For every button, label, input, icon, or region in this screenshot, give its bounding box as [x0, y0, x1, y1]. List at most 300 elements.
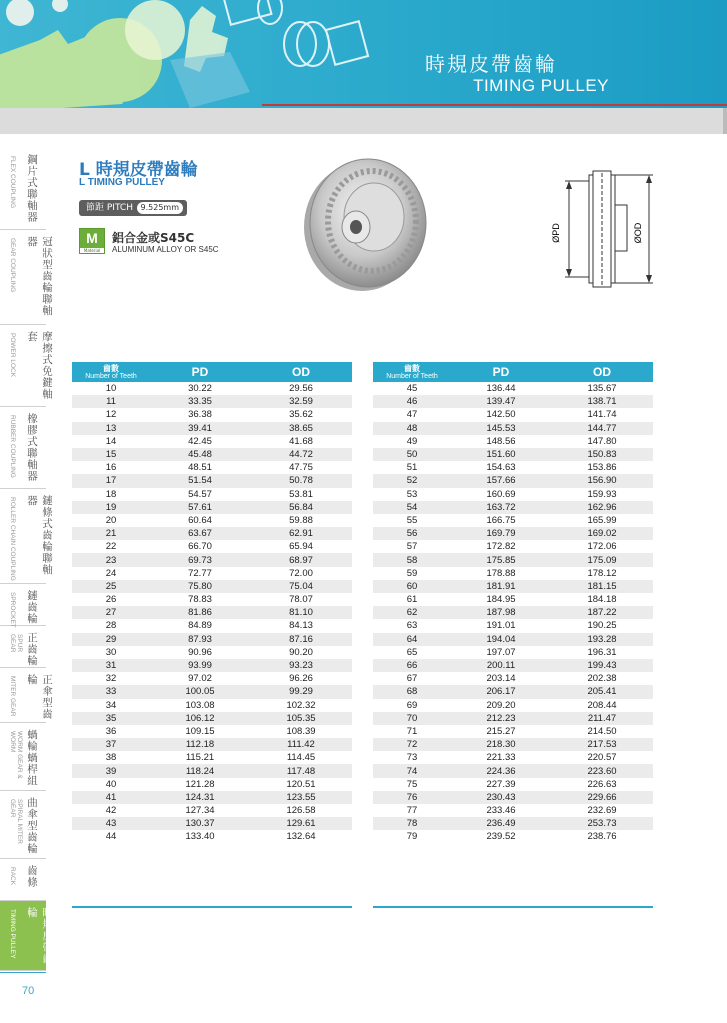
cell-pd: 57.61: [150, 501, 250, 514]
table-row: [373, 395, 653, 408]
cell-od: 102.32: [286, 699, 316, 711]
table-row: [72, 488, 352, 501]
edge-strip: [723, 108, 727, 134]
table-row: [72, 672, 352, 685]
cell-teeth: 59: [406, 567, 418, 579]
pd-label: ØPD: [551, 223, 561, 243]
cell-od: 135.67: [587, 383, 617, 395]
cell-od: 96.26: [289, 673, 313, 685]
cell-teeth: 79: [406, 831, 418, 843]
cell-od: 169.02: [551, 527, 653, 540]
cell-od: 72.00: [289, 567, 313, 579]
sidebar-rule: [0, 972, 46, 973]
sidebar-item[interactable]: [0, 626, 46, 668]
cell-teeth: 58: [373, 553, 451, 566]
cell-pd: 87.93: [150, 633, 250, 646]
sidebar-item-label-en: WORM GEAR & WORM: [9, 731, 23, 779]
cell-teeth: 31: [72, 659, 150, 672]
material-icon-sub: Material: [83, 248, 101, 253]
cell-od: 159.93: [587, 488, 617, 500]
table-row: [373, 646, 653, 659]
cell-od: 147.80: [587, 435, 617, 447]
cell-od: 181.15: [551, 580, 653, 593]
sidebar-item-label-en: GEAR COUPLING: [9, 238, 16, 293]
cell-teeth: 26: [105, 594, 117, 606]
cell-pd: 75.80: [150, 580, 250, 593]
cell-od: 111.42: [250, 738, 352, 751]
table-row: [373, 659, 653, 672]
table-row: [72, 791, 352, 804]
material-cn: 鋁合金或S45C: [112, 231, 195, 245]
header-banner: [0, 0, 727, 108]
sidebar-item-label-en: RACK: [9, 867, 16, 886]
cell-od: 81.10: [250, 606, 352, 619]
cell-teeth: 28: [105, 620, 117, 632]
table-row: [373, 619, 653, 632]
sidebar-item[interactable]: [0, 325, 53, 407]
dimension-drawing: [545, 167, 660, 292]
cell-od: 59.88: [289, 514, 313, 526]
cell-teeth: 49: [406, 435, 418, 447]
cell-teeth: 68: [373, 685, 451, 698]
cell-od: 123.55: [250, 791, 352, 804]
table-row: [373, 725, 653, 738]
cell-od: 38.65: [250, 422, 352, 435]
cell-od: 87.16: [250, 633, 352, 646]
cell-od: 196.31: [587, 646, 617, 658]
table-row: [373, 382, 653, 395]
cell-od: 165.99: [587, 514, 617, 526]
cell-pd: 100.05: [150, 685, 250, 698]
table-row: [373, 448, 653, 461]
cell-pd: 175.85: [451, 553, 551, 566]
cell-od: 214.50: [587, 725, 617, 737]
table-row: [72, 751, 352, 764]
cell-od: 156.90: [551, 474, 653, 487]
cell-od: 184.18: [587, 594, 617, 606]
cell-pd: 184.95: [486, 594, 516, 606]
cell-pd: 142.50: [486, 409, 516, 421]
cell-od: 126.58: [286, 805, 316, 817]
cell-teeth: 51: [406, 462, 418, 474]
cell-pd: 63.67: [150, 527, 250, 540]
cell-od: 75.04: [250, 580, 352, 593]
cell-pd: 133.40: [185, 831, 215, 843]
cell-od: 208.44: [587, 699, 617, 711]
cell-od: 105.35: [250, 712, 352, 725]
pitch-value: 9.525mm: [137, 202, 184, 214]
cell-od: 56.84: [250, 501, 352, 514]
table-row: [72, 830, 352, 843]
pitch-badge: [79, 200, 187, 216]
cell-pd: 33.35: [150, 395, 250, 408]
cell-od: 211.47: [551, 712, 653, 725]
cell-teeth: 10: [105, 383, 117, 395]
cell-teeth: 18: [105, 488, 117, 500]
cell-od: 193.28: [551, 633, 653, 646]
sidebar-item-label-cn: 正齒輪: [26, 632, 38, 667]
table-row: [373, 606, 653, 619]
cell-od: 129.61: [250, 817, 352, 830]
cell-pd: 109.15: [185, 725, 215, 737]
table-row: [72, 725, 352, 738]
cell-od: 162.96: [551, 501, 653, 514]
table-row: [72, 501, 352, 514]
sidebar-item-label-en: POWER LOCK: [9, 333, 16, 378]
cell-od: 178.12: [587, 567, 617, 579]
cell-od: 153.86: [587, 462, 617, 474]
cell-od: 108.39: [286, 725, 316, 737]
cell-teeth: 38: [105, 752, 117, 764]
cell-teeth: 66: [373, 659, 451, 672]
cell-pd: 194.04: [451, 633, 551, 646]
sidebar-item[interactable]: [0, 668, 53, 723]
table-row: [72, 395, 352, 408]
table-row: [373, 567, 653, 580]
sidebar-item-label-en: ROLLER CHAIN COUPLING: [9, 497, 16, 581]
cell-pd: 169.79: [451, 527, 551, 540]
table-row: [373, 633, 653, 646]
cell-teeth: 17: [72, 474, 150, 487]
cell-pd: 84.89: [188, 620, 212, 632]
cell-od: 202.38: [587, 673, 617, 685]
table-row: [72, 764, 352, 777]
cell-od: 226.63: [587, 778, 617, 790]
col-teeth-cn: 齒數: [404, 363, 420, 373]
cell-pd: 139.47: [451, 395, 551, 408]
cell-pd: 81.86: [150, 606, 250, 619]
table-row: [373, 791, 653, 804]
table-row: [373, 712, 653, 725]
cell-teeth: 61: [406, 594, 418, 606]
cell-pd: 239.52: [486, 831, 516, 843]
od-label: ØOD: [633, 222, 643, 244]
cell-pd: 106.12: [150, 712, 250, 725]
col-teeth-en: Number of Teeth: [386, 372, 438, 380]
cell-teeth: 19: [72, 501, 150, 514]
col-teeth: [72, 362, 150, 382]
table-row: [72, 633, 352, 646]
cell-od: 50.78: [250, 474, 352, 487]
cell-teeth: 43: [72, 817, 150, 830]
cell-od: 199.43: [551, 659, 653, 672]
cell-teeth: 64: [373, 633, 451, 646]
cell-od: 229.66: [551, 791, 653, 804]
cell-teeth: 36: [105, 725, 117, 737]
cell-od: 187.22: [551, 606, 653, 619]
cell-pd: 39.41: [150, 422, 250, 435]
cell-pd: 69.73: [150, 553, 250, 566]
sidebar-item-label-en: MITER GEAR: [9, 676, 16, 717]
table-row: [72, 738, 352, 751]
cell-pd: 206.17: [451, 685, 551, 698]
table-row: [373, 408, 653, 421]
cell-pd: 209.20: [486, 699, 516, 711]
cell-pd: 163.72: [451, 501, 551, 514]
cell-teeth: 57: [406, 541, 418, 553]
cell-teeth: 37: [72, 738, 150, 751]
grey-band: [0, 108, 727, 134]
cell-od: 223.60: [551, 764, 653, 777]
cell-teeth: 13: [72, 422, 150, 435]
cell-od: 29.56: [289, 383, 313, 395]
cell-pd: 54.57: [188, 488, 212, 500]
table-row: [373, 488, 653, 501]
cell-pd: 90.96: [188, 646, 212, 658]
cell-pd: 233.46: [486, 805, 516, 817]
table-row: [72, 699, 352, 712]
table-row: [72, 712, 352, 725]
cell-pd: 200.11: [451, 659, 551, 672]
table-row: [72, 527, 352, 540]
table-row: [373, 817, 653, 830]
table-row: [373, 764, 653, 777]
table-row: [72, 606, 352, 619]
cell-teeth: 33: [72, 685, 150, 698]
sidebar-item-label-cn: 鏈條式齒輪聯軸器: [26, 495, 53, 576]
sidebar-item-label-cn: 正傘型齒輪: [26, 674, 53, 720]
cell-pd: 93.99: [150, 659, 250, 672]
pitch-label: 節距 PITCH: [86, 203, 133, 213]
table-row: [72, 659, 352, 672]
cell-teeth: 27: [72, 606, 150, 619]
table-row: [72, 619, 352, 632]
cell-od: 41.68: [289, 435, 313, 447]
cell-pd: 230.43: [451, 791, 551, 804]
cell-od: 99.29: [250, 685, 352, 698]
sidebar-item-label-cn: 曲傘型齒輪: [26, 797, 38, 855]
cell-teeth: 50: [373, 448, 451, 461]
pulley-photo: [290, 145, 440, 295]
cell-teeth: 78: [373, 817, 451, 830]
cell-od: 84.13: [289, 620, 313, 632]
sidebar-item[interactable]: [0, 489, 53, 584]
sidebar-item[interactable]: [0, 584, 46, 626]
cell-teeth: 20: [105, 514, 117, 526]
sidebar-item-label-en: SPIRAL MITER GEAR: [9, 799, 23, 844]
cell-pd: 130.37: [150, 817, 250, 830]
table-row: [373, 514, 653, 527]
cell-od: 217.53: [551, 738, 653, 751]
sidebar-item[interactable]: [0, 901, 53, 971]
cell-teeth: 55: [406, 514, 418, 526]
cell-od: 138.71: [551, 395, 653, 408]
cell-od: 144.77: [551, 422, 653, 435]
cell-pd: 181.91: [451, 580, 551, 593]
table-row: [72, 778, 352, 791]
cell-teeth: 16: [105, 462, 117, 474]
cell-teeth: 53: [406, 488, 418, 500]
cell-teeth: 41: [72, 791, 150, 804]
table-row: [72, 422, 352, 435]
table-row: [72, 567, 352, 580]
cell-teeth: 71: [406, 725, 418, 737]
sidebar-item-label-en: TIMING PULLEY: [9, 909, 16, 959]
cell-od: 117.48: [250, 764, 352, 777]
cell-od: 175.09: [551, 553, 653, 566]
cell-od: 220.57: [587, 752, 617, 764]
sidebar-item-label-cn: 齒條: [26, 865, 38, 888]
table-row: [373, 830, 653, 843]
cell-teeth: 42: [105, 805, 117, 817]
cell-pd: 224.36: [451, 764, 551, 777]
table-row: [72, 461, 352, 474]
cell-pd: 42.45: [188, 435, 212, 447]
material-icon: [79, 228, 105, 254]
cell-od: 68.97: [250, 553, 352, 566]
product-title-en: L TIMING PULLEY: [79, 177, 165, 188]
cell-pd: 197.07: [486, 646, 516, 658]
table-row: [72, 817, 352, 830]
cell-od: 47.75: [289, 462, 313, 474]
cell-teeth: 60: [373, 580, 451, 593]
table-row: [72, 382, 352, 395]
cell-od: 253.73: [551, 817, 653, 830]
table-row: [373, 422, 653, 435]
sidebar-item[interactable]: [0, 148, 46, 230]
sidebar-item[interactable]: [0, 407, 46, 489]
cell-pd: 160.69: [486, 488, 516, 500]
cell-pd: 72.77: [188, 567, 212, 579]
cell-teeth: 62: [373, 606, 451, 619]
table-row: [72, 474, 352, 487]
cell-pd: 36.38: [188, 409, 212, 421]
sidebar-item-label-cn: 時規皮帶齒輪: [26, 907, 53, 965]
sidebar-item-label-cn: 冠狀型齒輪聯軸器: [26, 236, 53, 317]
cell-teeth: 52: [373, 474, 451, 487]
table-row: [373, 527, 653, 540]
cell-pd: 236.49: [451, 817, 551, 830]
cell-teeth: 35: [72, 712, 150, 725]
cell-pd: 97.02: [188, 673, 212, 685]
cell-teeth: 48: [373, 422, 451, 435]
cell-teeth: 34: [105, 699, 117, 711]
cell-teeth: 47: [406, 409, 418, 421]
cell-pd: 215.27: [486, 725, 516, 737]
cell-od: 32.59: [250, 395, 352, 408]
table-row: [72, 514, 352, 527]
cell-od: 132.64: [286, 831, 316, 843]
table-row: [373, 738, 653, 751]
material-en: ALUMINUM ALLOY OR S45C: [112, 245, 219, 254]
table-row: [72, 580, 352, 593]
cell-pd: 112.18: [150, 738, 250, 751]
cell-teeth: 44: [105, 831, 117, 843]
cell-teeth: 14: [105, 435, 117, 447]
cell-pd: 30.22: [188, 383, 212, 395]
cell-teeth: 25: [72, 580, 150, 593]
sidebar-item-label-cn: 鏈齒輪: [26, 590, 38, 625]
cell-teeth: 22: [105, 541, 117, 553]
material-icon-letter: M: [80, 229, 104, 248]
table-row: [373, 778, 653, 791]
table-header: [72, 362, 352, 382]
sidebar-item-label-en: SPUR GEAR: [9, 634, 23, 653]
table-left-bottom-rule: [72, 906, 352, 908]
cell-pd: 218.30: [451, 738, 551, 751]
cell-teeth: 24: [105, 567, 117, 579]
cell-teeth: 63: [406, 620, 418, 632]
banner-title-cn: 時規皮帶齒輪: [425, 52, 557, 76]
cell-pd: 78.83: [188, 594, 212, 606]
cell-teeth: 30: [105, 646, 117, 658]
spec-table-right: [373, 362, 653, 844]
cell-od: 150.83: [551, 448, 653, 461]
cell-teeth: 45: [406, 383, 418, 395]
cell-od: 78.07: [289, 594, 313, 606]
sidebar-item-label-en: SPROCKET: [9, 592, 16, 628]
cell-pd: 121.28: [185, 778, 215, 790]
cell-pd: 221.33: [486, 752, 516, 764]
table-row: [72, 593, 352, 606]
table-row: [373, 501, 653, 514]
cell-pd: 127.34: [185, 805, 215, 817]
cell-pd: 187.98: [451, 606, 551, 619]
cell-teeth: 11: [72, 395, 150, 408]
cell-pd: 115.21: [185, 752, 215, 764]
cell-teeth: 77: [406, 805, 418, 817]
cell-pd: 154.63: [486, 462, 516, 474]
page-number: 70: [22, 985, 35, 997]
cell-teeth: 32: [105, 673, 117, 685]
table-row: [373, 553, 653, 566]
cell-pd: 191.01: [486, 620, 516, 632]
table-row: [72, 448, 352, 461]
table-row: [373, 593, 653, 606]
table-row: [373, 672, 653, 685]
product-title-cn: L 時規皮帶齒輪: [79, 160, 198, 180]
cell-pd: 145.53: [451, 422, 551, 435]
cell-teeth: 70: [373, 712, 451, 725]
cell-teeth: 65: [406, 646, 418, 658]
sidebar-item[interactable]: [0, 791, 46, 859]
sidebar-item-label-en: RUBBER COUPLING: [9, 415, 16, 478]
sidebar-item-label-cn: 蝸輪蝸桿組: [26, 729, 38, 787]
col-pd: PD: [451, 362, 551, 382]
cell-od: 114.45: [286, 752, 316, 764]
cell-pd: 136.44: [486, 383, 516, 395]
cell-teeth: 56: [373, 527, 451, 540]
sidebar-item[interactable]: [0, 230, 53, 325]
table-row: [72, 646, 352, 659]
col-od: OD: [551, 362, 653, 382]
cell-od: 93.23: [250, 659, 352, 672]
cell-pd: 178.88: [486, 567, 516, 579]
sidebar-item[interactable]: [0, 723, 46, 791]
table-row: [373, 699, 653, 712]
cell-pd: 148.56: [486, 435, 516, 447]
table-row: [72, 435, 352, 448]
sidebar-item[interactable]: [0, 859, 46, 901]
cell-pd: 51.54: [150, 474, 250, 487]
cell-od: 44.72: [250, 448, 352, 461]
cell-od: 62.91: [250, 527, 352, 540]
cell-pd: 203.14: [486, 673, 516, 685]
cell-pd: 166.75: [486, 514, 516, 526]
table-row: [72, 804, 352, 817]
cell-pd: 151.60: [451, 448, 551, 461]
cell-teeth: 46: [373, 395, 451, 408]
cell-teeth: 72: [373, 738, 451, 751]
cell-pd: 103.08: [185, 699, 215, 711]
cell-pd: 45.48: [150, 448, 250, 461]
cell-teeth: 29: [72, 633, 150, 646]
table-row: [373, 540, 653, 553]
cell-od: 65.94: [289, 541, 313, 553]
sidebar-item-label-cn: 摩擦式免鍵軸套: [26, 331, 53, 400]
cell-pd: 172.82: [486, 541, 516, 553]
cell-od: 120.51: [286, 778, 316, 790]
